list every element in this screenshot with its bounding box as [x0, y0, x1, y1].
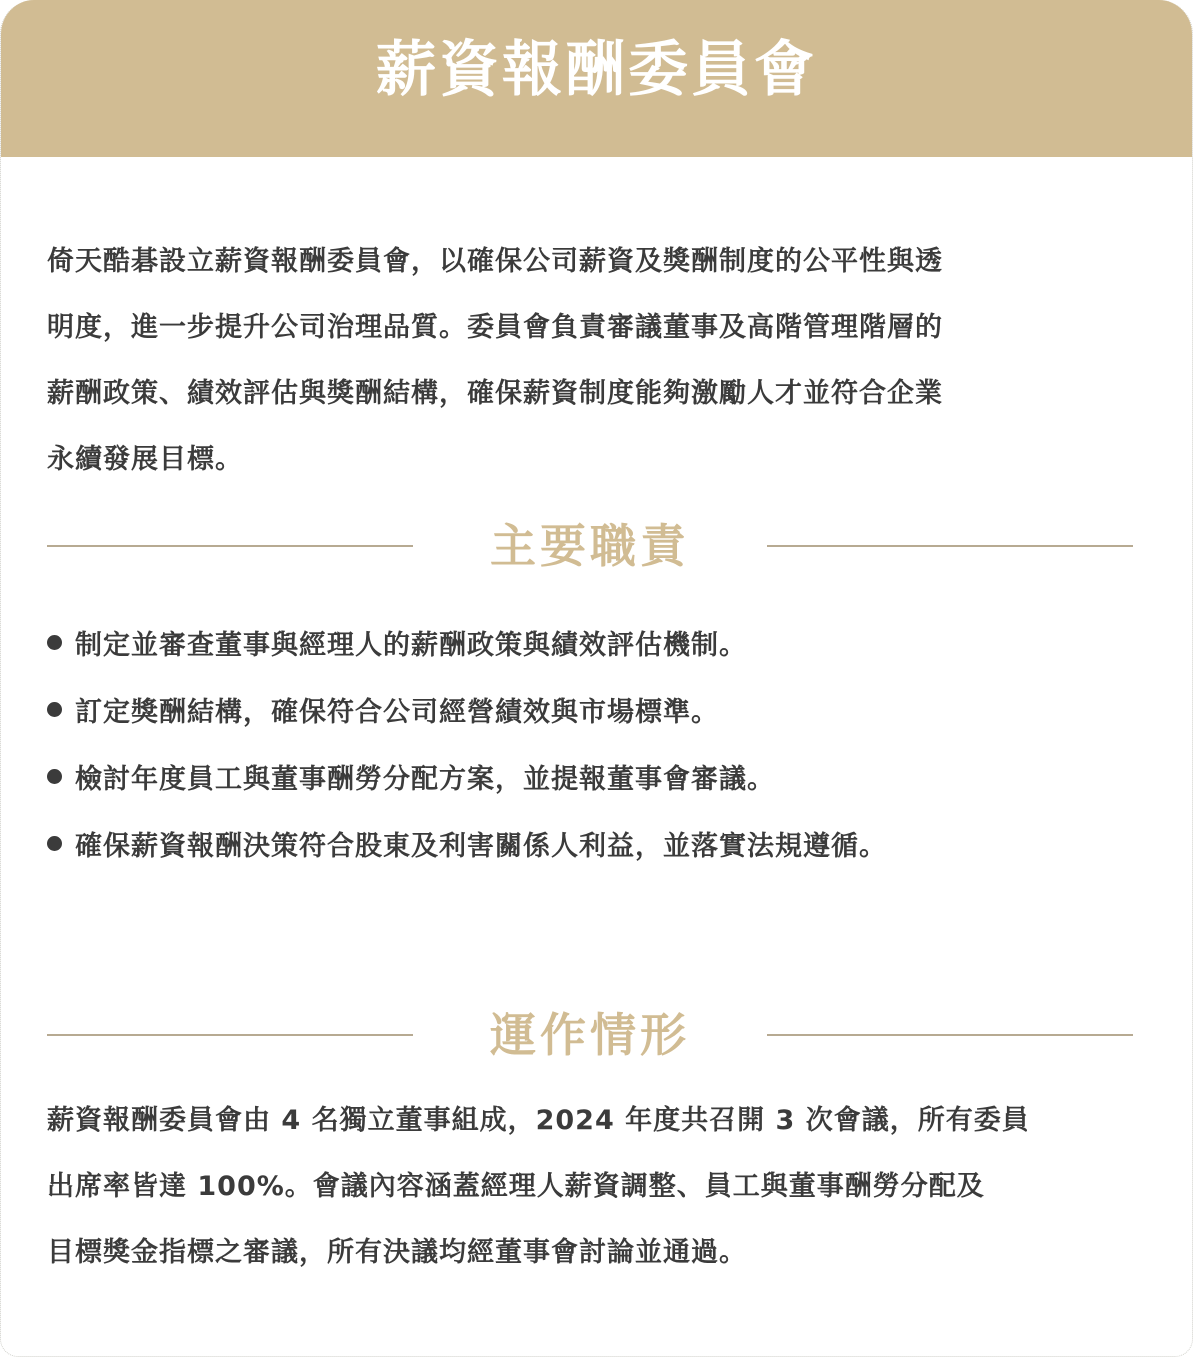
duties-list — [47, 609, 1156, 877]
heading-rule-right — [767, 545, 1133, 547]
duty-text: 檢討年度員工與董事酬勞分配方案，並提報董事會審議。 — [75, 764, 775, 795]
list-item — [47, 609, 1156, 676]
duties-section-heading — [47, 511, 1133, 581]
duty-text: 訂定獎酬結構，確保符合公司經營績效與市場標準。 — [75, 697, 719, 728]
duty-text: 制定並審查董事與經理人的薪酬政策與績效評估機制。 — [75, 630, 747, 661]
list-item — [47, 676, 1156, 743]
operations-paragraph — [47, 1088, 1167, 1286]
page-title: 薪資報酬委員會 — [376, 34, 817, 105]
heading-rule-left — [47, 1034, 413, 1036]
intro-line: 薪酬政策、績效評估與獎酬結構，確保薪資制度能夠激勵人才並符合企業 — [47, 378, 943, 409]
intro-line: 倚天酷碁設立薪資報酬委員會，以確保公司薪資及獎酬制度的公平性與透 — [47, 246, 943, 277]
intro-line: 明度，進一步提升公司治理品質。委員會負責審議董事及高階管理階層的 — [47, 312, 943, 343]
duty-text: 確保薪資報酬決策符合股東及利害關係人利益，並落實法規遵循。 — [75, 831, 887, 862]
intro-paragraph — [47, 229, 1127, 493]
bullet-icon — [47, 769, 62, 784]
heading-rule-left — [47, 545, 413, 547]
heading-rule-right — [767, 1034, 1133, 1036]
operations-line: 出席率皆達 100%。會議內容涵蓋經理人薪資調整、員工與董事酬勞分配及 — [47, 1171, 985, 1202]
operations-section-heading — [47, 1000, 1133, 1070]
list-item — [47, 743, 1156, 810]
operations-line: 薪資報酬委員會由 4 名獨立董事組成，2024 年度共召開 3 次會議，所有委員 — [47, 1105, 1030, 1136]
bullet-icon — [47, 702, 62, 717]
card-content — [1, 229, 1192, 1286]
bullet-icon — [47, 635, 62, 650]
card-header — [1, 0, 1192, 157]
operations-line: 目標獎金指標之審議，所有決議均經董事會討論並通過。 — [47, 1237, 747, 1268]
bullet-icon — [47, 836, 62, 851]
operations-heading: 運作情形 — [490, 1008, 690, 1062]
intro-line: 永續發展目標。 — [47, 444, 243, 475]
list-item — [47, 810, 1156, 877]
duties-heading: 主要職責 — [490, 519, 690, 573]
